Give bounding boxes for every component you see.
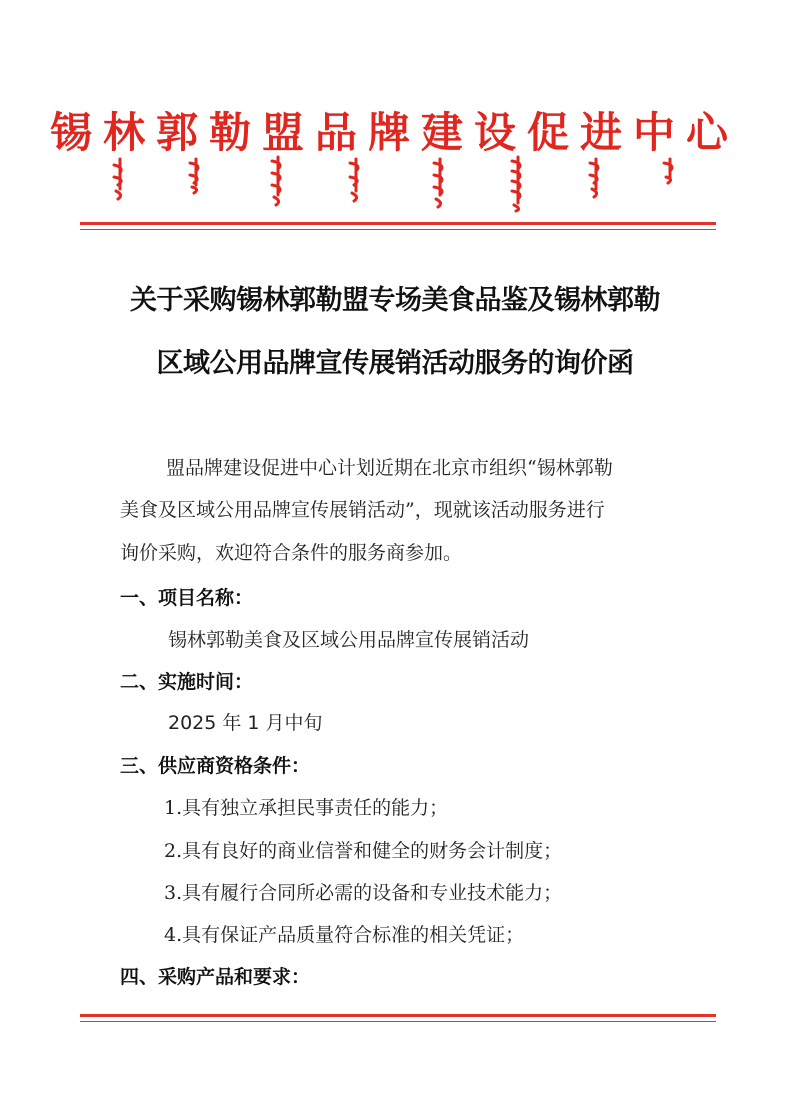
section-1-content: 锡林郭勒美食及区域公用品牌宣传展销活动 [168,629,530,651]
section-3-heading: 三、供应商资格条件： [120,755,311,777]
section-2-heading: 二、实施时间： [120,671,254,693]
section-2-content: 2025 年 1 月中旬 [168,712,323,734]
intro-line-3: 询价采购，欢迎符合条件的服务商参加。 [120,542,463,564]
letterhead-rule-thick [80,222,716,225]
qualification-item-1: 1.具有独立承担民事责任的能力； [164,797,449,819]
letterhead-rule-thin [80,229,716,230]
intro-line-2: 美食及区域公用品牌宣传展销活动”，现就该活动服务进行 [120,499,605,521]
section-4-heading: 四、采购产品和要求： [120,966,311,988]
footer-rule-thin [80,1021,716,1022]
letterhead-org-name: 锡林郭勒盟品牌建设促进中心 [49,108,739,157]
mongolian-script-logo [104,155,684,213]
qualification-item-4: 4.具有保证产品质量符合标准的相关凭证； [164,924,525,946]
qualification-item-3: 3.具有履行合同所必需的设备和专业技术能力； [164,882,563,904]
section-1-heading: 一、项目名称： [120,587,254,609]
footer-rule-thick [80,1014,716,1017]
document-title-line-1: 关于采购锡林郭勒盟专场美食品鉴及锡林郭勒 [130,285,660,316]
intro-line-1: 盟品牌建设促进中心计划近期在北京市组织“锡林郭勒 [166,457,613,479]
document-title-line-2: 区域公用品牌宣传展销活动服务的询价函 [156,348,634,379]
qualification-item-2: 2.具有良好的商业信誉和健全的财务会计制度； [164,840,563,862]
